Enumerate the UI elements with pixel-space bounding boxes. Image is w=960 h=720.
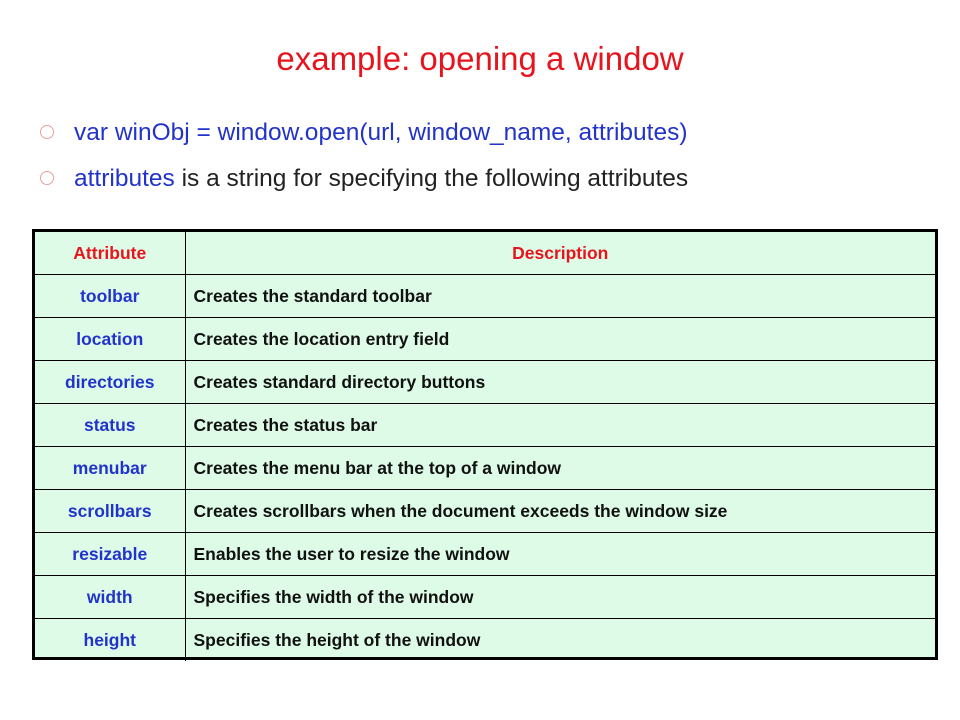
attribute-description-cell: Specifies the width of the window xyxy=(185,576,935,619)
attribute-name-cell: status xyxy=(35,404,185,447)
attributes-table-container xyxy=(32,229,938,660)
attribute-description-cell: Enables the user to resize the window xyxy=(185,533,935,576)
table-row xyxy=(35,533,935,576)
table-body xyxy=(35,275,935,662)
attribute-name-cell: scrollbars xyxy=(35,490,185,533)
attribute-name-cell: directories xyxy=(35,361,185,404)
slide-title: example: opening a window xyxy=(276,40,684,77)
table-row xyxy=(35,490,935,533)
bullet-text: is a string for specifying the following attributes xyxy=(174,165,689,192)
bullet-text: var winObj = window.open(url, window_name, attributes) xyxy=(74,119,688,146)
table-row xyxy=(35,619,935,662)
attribute-name-cell: resizable xyxy=(35,533,185,576)
table-row xyxy=(35,447,935,490)
table-row xyxy=(35,275,935,318)
table-row xyxy=(35,576,935,619)
attribute-description-cell: Creates scrollbars when the document exceeds the window size xyxy=(185,490,935,533)
header-description: Description xyxy=(185,232,935,275)
attribute-name-cell: menubar xyxy=(35,447,185,490)
attribute-description-cell: Creates the location entry field xyxy=(185,318,935,361)
attribute-name-cell: location xyxy=(35,318,185,361)
bullet-item xyxy=(38,156,938,202)
header-attribute: Attribute xyxy=(35,232,185,275)
attribute-description-cell: Creates standard directory buttons xyxy=(185,361,935,404)
attribute-description-cell: Specifies the height of the window xyxy=(185,619,935,662)
attribute-description-cell: Creates the menu bar at the top of a window xyxy=(185,447,935,490)
table-row xyxy=(35,404,935,447)
table-header-row xyxy=(35,232,935,275)
attribute-name-cell: toolbar xyxy=(35,275,185,318)
attribute-name-cell: width xyxy=(35,576,185,619)
attribute-name-cell: height xyxy=(35,619,185,662)
table-row xyxy=(35,361,935,404)
bullet-item xyxy=(38,110,938,156)
bullet-keyword: attributes xyxy=(74,165,175,192)
hollow-circle-bullet-icon xyxy=(40,171,54,185)
bullet-list xyxy=(38,110,938,202)
attribute-description-cell: Creates the standard toolbar xyxy=(185,275,935,318)
hollow-circle-bullet-icon xyxy=(40,125,54,139)
attributes-table xyxy=(35,232,935,661)
table-row xyxy=(35,318,935,361)
attribute-description-cell: Creates the status bar xyxy=(185,404,935,447)
